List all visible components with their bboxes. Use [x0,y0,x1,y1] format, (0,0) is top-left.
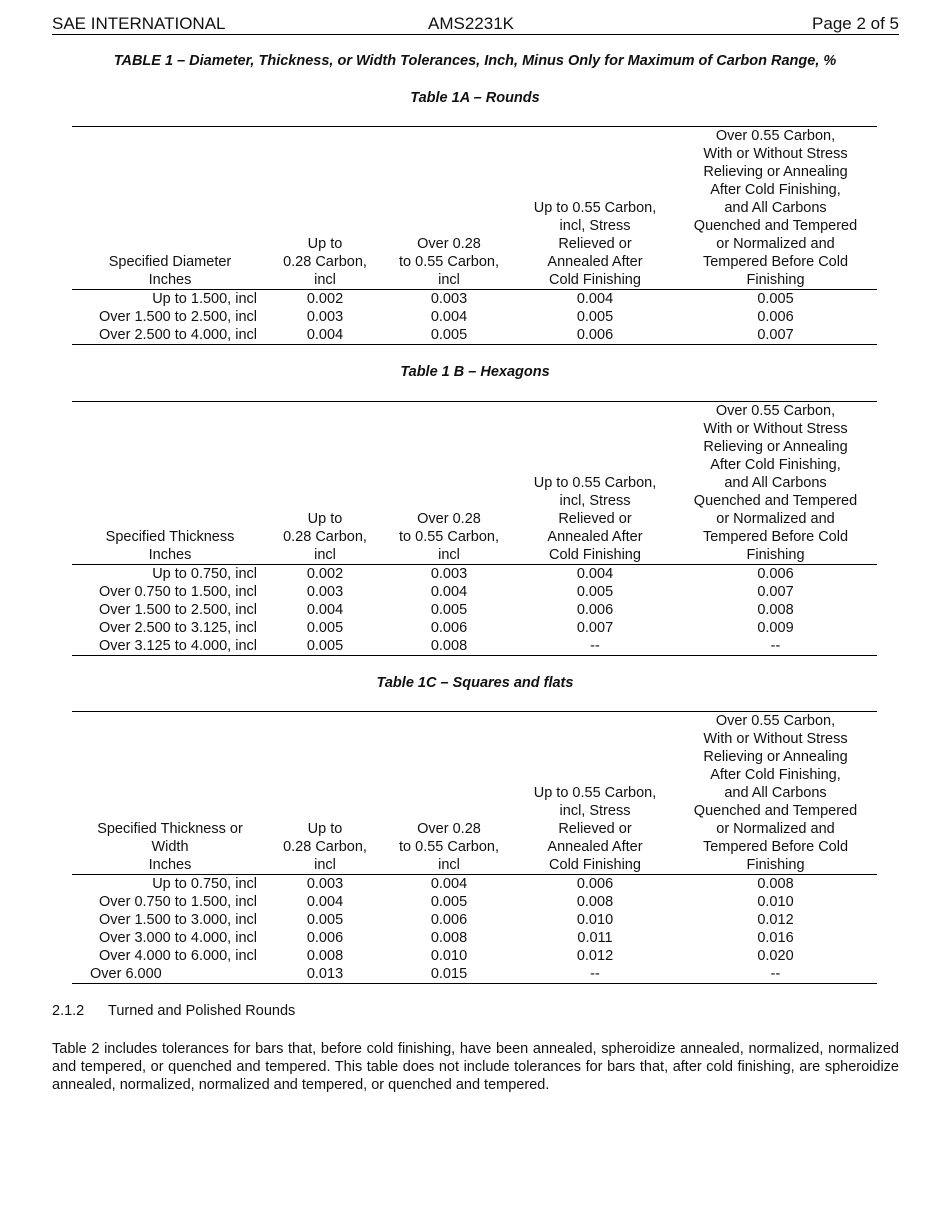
mid-carbon-column-header-line: incl [438,547,460,563]
tolerance-cell: 0.006 [576,602,614,618]
low-carbon-column-header-line: incl [314,857,336,873]
low-carbon-column-header-line: 0.28 Carbon, [283,254,367,270]
stress-relieved-column-header-line: Up to 0.55 Carbon, [533,785,657,801]
high-carbon-column-header-line: With or Without Stress [703,731,848,747]
table-row [72,893,877,911]
high-carbon-column-header-line: Tempered Before Cold [702,839,849,855]
tolerance-cell: 0.006 [306,930,344,946]
table-row [72,583,877,601]
stress-relieved-column-header [516,712,674,875]
tolerance-cell: 0.007 [757,584,794,600]
size-range-cell: Up to 0.750, incl [152,876,257,892]
tolerance-cell: 0.003 [430,291,468,307]
tolerance-cell: 0.010 [430,948,468,964]
section-heading [52,1003,295,1019]
mid-carbon-column-header-line: Over 0.28 [417,511,481,527]
tolerance-cell: 0.008 [430,930,468,946]
table-row [72,565,877,584]
stress-relieved-column-header-line: incl, Stress [559,493,631,509]
high-carbon-column-header-line: Finishing [746,547,805,563]
size-column-header [72,402,268,565]
tolerance-cell: 0.012 [576,948,614,964]
high-carbon-column-header-line: With or Without Stress [703,146,848,162]
low-carbon-column-header-line: incl [314,547,336,563]
mid-carbon-column-header [382,127,516,290]
table-row [72,637,877,656]
low-carbon-column-header-line: Up to [307,821,343,837]
high-carbon-column-header-line: Finishing [746,272,805,288]
size-range-cell: Over 2.500 to 3.125, incl [99,620,257,636]
header-doc-number: AMS2231K [428,14,514,33]
mid-carbon-column-header-line: to 0.55 Carbon, [399,529,499,545]
high-carbon-column-header-line: With or Without Stress [703,421,848,437]
size-column-header-line: Inches [148,547,192,563]
high-carbon-column-header-line: or Normalized and [716,821,835,837]
table-row [72,911,877,929]
size-column-header-line: Inches [148,857,192,873]
stress-relieved-column-header [516,402,674,565]
tolerance-cell: 0.004 [306,894,344,910]
stress-relieved-column-header-line: Relieved or [558,236,632,252]
tolerance-cell: 0.005 [757,291,794,307]
tolerance-cell: 0.002 [306,566,344,582]
tolerance-cell: 0.010 [576,912,614,928]
high-carbon-column-header-line: Relieving or Annealing [703,439,848,455]
mid-carbon-column-header-line: to 0.55 Carbon, [399,839,499,855]
size-range-cell: Over 3.000 to 4.000, incl [99,930,257,946]
high-carbon-column-header-line: Relieving or Annealing [703,164,848,180]
page-header [52,12,899,35]
stress-relieved-column-header-line: Relieved or [558,821,632,837]
high-carbon-column-header-line: After Cold Finishing, [710,767,841,783]
tolerance-cell: 0.005 [576,584,614,600]
tolerance-cell: 0.004 [576,566,614,582]
tolerance-cell: 0.007 [757,327,794,343]
tolerance-cell: 0.015 [430,966,468,982]
high-carbon-column-header [674,712,877,875]
low-carbon-column-header [268,712,382,875]
stress-relieved-column-header-line: Up to 0.55 Carbon, [533,475,657,491]
high-carbon-column-header-line: Tempered Before Cold [702,254,849,270]
tolerance-cell: 0.003 [306,309,344,325]
stress-relieved-column-header-line: Cold Finishing [549,547,641,563]
table-row [72,929,877,947]
high-carbon-column-header-line: Finishing [746,857,805,873]
stress-relieved-column-header [516,127,674,290]
table-1-caption: TABLE 1 – Diameter, Thickness, or Width Tolerances, Inch, Minus Only for Maximum of Carbon Range, % [113,53,837,69]
tolerance-cell: 0.020 [757,948,794,964]
size-range-cell: Over 1.500 to 3.000, incl [99,912,257,928]
tolerance-cell: 0.006 [576,876,614,892]
mid-carbon-column-header-line: Over 0.28 [417,236,481,252]
low-carbon-column-header-line: 0.28 Carbon, [283,839,367,855]
stress-relieved-column-header-line: incl, Stress [559,218,631,234]
tolerance-cell: 0.006 [757,566,794,582]
high-carbon-column-header-line: After Cold Finishing, [710,182,841,198]
tolerance-cell: 0.004 [576,291,614,307]
tolerance-cell: 0.004 [430,584,468,600]
size-column-header-line: Specified Diameter [108,254,232,270]
size-range-cell: Over 1.500 to 2.500, incl [99,602,257,618]
table-row [72,308,877,326]
tolerance-cell: 0.006 [576,327,614,343]
table-row [72,965,877,984]
tolerance-cell: 0.006 [430,620,468,636]
low-carbon-column-header-line: Up to [307,511,343,527]
mid-carbon-column-header-line: Over 0.28 [417,821,481,837]
tolerance-cell: 0.004 [430,876,468,892]
mid-carbon-column-header-line: incl [438,857,460,873]
tolerance-cell: -- [770,638,781,654]
tolerance-cell: 0.006 [430,912,468,928]
low-carbon-column-header-line: 0.28 Carbon, [283,529,367,545]
stress-relieved-column-header-line: Cold Finishing [549,272,641,288]
table-header-row [72,127,877,290]
size-range-cell: Over 3.125 to 4.000, incl [99,638,257,654]
stress-relieved-column-header-line: Annealed After [547,839,643,855]
tolerance-cell: 0.008 [576,894,614,910]
table-row [72,290,877,309]
size-column-header [72,712,268,875]
stress-relieved-column-header-line: Relieved or [558,511,632,527]
table-header-row [72,712,877,875]
tolerance-cell: -- [590,638,600,654]
high-carbon-column-header-line: Quenched and Tempered [693,218,858,234]
table-1a-caption: Table 1A – Rounds [410,90,540,106]
high-carbon-column-header-line: Quenched and Tempered [693,803,858,819]
tolerance-cell: 0.005 [430,602,468,618]
size-range-cell: Over 0.750 to 1.500, incl [99,584,257,600]
stress-relieved-column-header-line: Up to 0.55 Carbon, [533,200,657,216]
high-carbon-column-header [674,402,877,565]
high-carbon-column-header-line: and All Carbons [724,475,827,491]
table-row [72,601,877,619]
table-1c-squares-flats [72,711,877,984]
tolerance-cell: 0.006 [757,309,794,325]
tolerance-cell: 0.008 [757,876,794,892]
high-carbon-column-header-line: Tempered Before Cold [702,529,849,545]
header-org: SAE INTERNATIONAL [52,14,226,33]
tolerance-cell: 0.016 [757,930,794,946]
mid-carbon-column-header [382,712,516,875]
high-carbon-column-header-line: Relieving or Annealing [703,749,848,765]
size-column-header-line: Specified Thickness or [97,821,243,837]
stress-relieved-column-header-line: Cold Finishing [549,857,641,873]
tolerance-cell: 0.005 [306,620,344,636]
size-column-header-line: Width [151,839,189,855]
section-number: 2.1.2 [52,1003,85,1019]
size-range-cell: Over 2.500 to 4.000, incl [99,327,257,343]
tolerance-cell: 0.005 [430,894,468,910]
tolerance-cell: 0.004 [306,602,344,618]
tolerance-cell: 0.007 [576,620,614,636]
size-range-cell: Over 1.500 to 2.500, incl [99,309,257,325]
tolerance-cell: 0.010 [757,894,794,910]
mid-carbon-column-header-line: to 0.55 Carbon, [399,254,499,270]
tolerance-cell: 0.008 [430,638,468,654]
size-range-cell: Over 4.000 to 6.000, incl [99,948,257,964]
stress-relieved-column-header-line: Annealed After [547,254,643,270]
stress-relieved-column-header-line: incl, Stress [559,803,631,819]
tolerance-cell: 0.005 [576,309,614,325]
tolerance-cell: -- [590,966,600,982]
stress-relieved-column-header-line: Annealed After [547,529,643,545]
mid-carbon-column-header [382,402,516,565]
table-1a-rounds [72,126,877,345]
high-carbon-column-header-line: After Cold Finishing, [710,457,841,473]
tolerance-cell: 0.008 [306,948,344,964]
size-column-header-line: Inches [148,272,192,288]
table-1b-hexagons [72,401,877,656]
high-carbon-column-header-line: or Normalized and [716,236,835,252]
tolerance-cell: 0.005 [430,327,468,343]
size-range-cell: Over 6.000 [90,966,162,982]
tolerance-cell: 0.003 [306,876,344,892]
low-carbon-column-header [268,402,382,565]
size-range-cell: Over 0.750 to 1.500, incl [99,894,257,910]
tolerance-cell: 0.011 [577,930,613,946]
table-1c-caption: Table 1C – Squares and flats [376,675,574,691]
low-carbon-column-header-line: Up to [307,236,343,252]
tolerance-cell: 0.004 [430,309,468,325]
tolerance-cell: 0.012 [757,912,794,928]
tolerance-cell: 0.008 [757,602,794,618]
table-row [72,326,877,345]
tolerance-cell: 0.003 [306,584,344,600]
low-carbon-column-header [268,127,382,290]
high-carbon-column-header-line: Over 0.55 Carbon, [715,403,836,419]
low-carbon-column-header-line: incl [314,272,336,288]
tolerance-cell: 0.009 [757,620,794,636]
size-column-header [72,127,268,290]
size-range-cell: Up to 1.500, incl [152,291,257,307]
tolerance-cell: 0.002 [306,291,344,307]
size-column-header-line: Specified Thickness [105,529,235,545]
tolerance-cell: 0.013 [306,966,344,982]
tolerance-cell: 0.003 [430,566,468,582]
high-carbon-column-header-line: and All Carbons [724,785,827,801]
mid-carbon-column-header-line: incl [438,272,460,288]
table-row [72,619,877,637]
high-carbon-column-header-line: Over 0.55 Carbon, [715,713,836,729]
body-paragraph: Table 2 includes tolerances for bars that, before cold finishing, have been annealed, spheroidize annealed, normalized, normalized and tempered, or quenched and tempered. This table does not include tolerances for bars that, after cold finishing, are spheroidize annealed, normalized, normalized and tempered, or quenched and tempered. [52,1041,899,1093]
high-carbon-column-header-line: Over 0.55 Carbon, [715,128,836,144]
tolerance-cell: 0.005 [306,638,344,654]
table-header-row [72,402,877,565]
header-page-number: Page 2 of 5 [812,14,899,33]
high-carbon-column-header-line: Quenched and Tempered [693,493,858,509]
tolerance-cell: 0.005 [306,912,344,928]
high-carbon-column-header-line: and All Carbons [724,200,827,216]
high-carbon-column-header-line: or Normalized and [716,511,835,527]
size-range-cell: Up to 0.750, incl [152,566,257,582]
tolerance-cell: 0.004 [306,327,344,343]
table-row [72,947,877,965]
section-title: Turned and Polished Rounds [108,1003,296,1019]
high-carbon-column-header [674,127,877,290]
table-1b-caption: Table 1 B – Hexagons [400,364,550,380]
tolerance-cell: -- [770,966,781,982]
table-row [72,875,877,894]
